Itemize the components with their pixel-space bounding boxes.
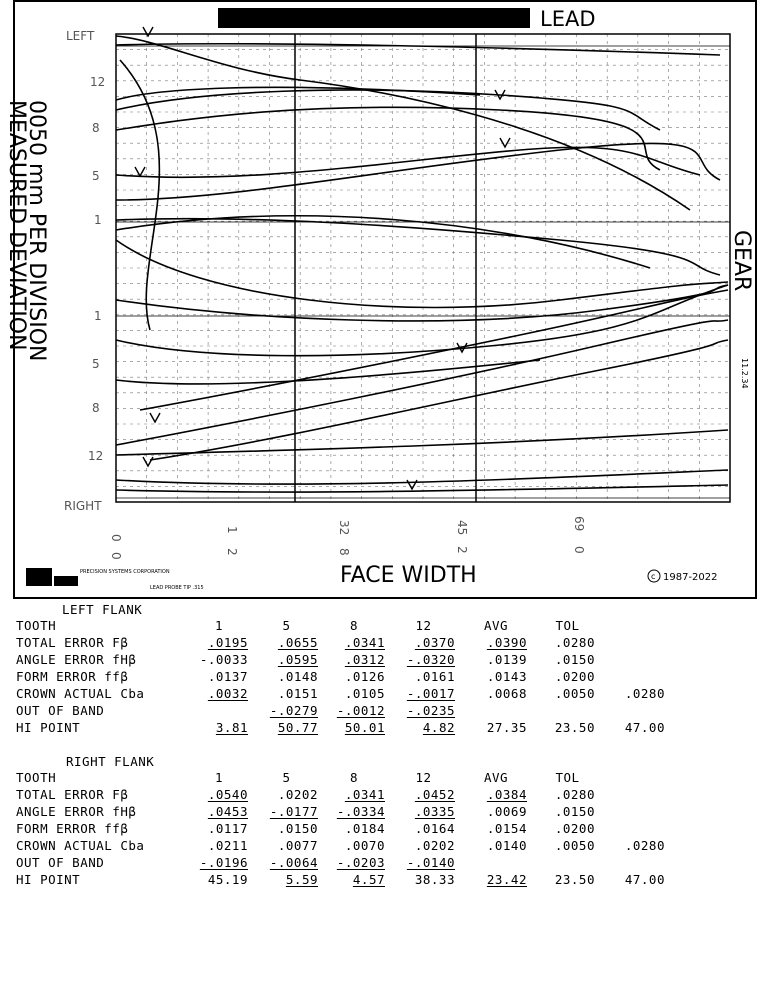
table-row: [0, 855, 780, 871]
header-cell: AVG: [483, 618, 509, 633]
header-cell: 5: [282, 618, 291, 633]
company-logo: [26, 568, 204, 591]
bottom-tick: 69: [572, 516, 586, 532]
left-tick: 8: [92, 121, 100, 135]
right-flank-header: [0, 770, 780, 786]
hi-point-marker: [407, 480, 417, 489]
bottom-tick: 0: [572, 546, 586, 554]
table-cell: -.0012: [336, 703, 385, 718]
trace-line: [150, 340, 728, 460]
hi-point-marker: [143, 457, 153, 466]
row-label: CROWN ACTUAL Cba: [16, 686, 145, 701]
table-cell: .0068: [486, 686, 527, 701]
trace-line: [116, 36, 690, 210]
row-label: HI POINT: [16, 872, 81, 887]
header-cell: 12: [415, 618, 432, 633]
table-cell: .0139: [486, 652, 527, 667]
table-cell: .0312: [344, 652, 385, 667]
left-flank-title: LEFT FLANK: [62, 602, 143, 617]
hi-point-marker: [500, 138, 510, 147]
right-small-label: 11.2.34: [740, 358, 749, 389]
table-cell: .0137: [207, 669, 248, 684]
trace-line: [116, 216, 650, 268]
trace-line: [116, 107, 660, 170]
right-flank-title: RIGHT FLANK: [66, 754, 155, 769]
table-row: [0, 652, 780, 668]
logo-text: PRECISION SYSTEMS CORPORATION: [80, 569, 170, 575]
table-cell: .0655: [277, 635, 318, 650]
table-cell: 23.50: [554, 872, 595, 887]
table-cell: .0151: [277, 686, 318, 701]
table-cell: .0341: [344, 787, 385, 802]
logo-block: [26, 568, 52, 586]
table-cell: .0200: [554, 669, 595, 684]
bottom-tick: 45: [455, 520, 469, 536]
table-cell: .0370: [414, 635, 455, 650]
table-cell: .0164: [414, 821, 455, 836]
header-cell: TOOTH: [16, 770, 57, 785]
row-label: FORM ERROR ffβ: [16, 821, 129, 836]
header-cell: TOL: [555, 770, 580, 785]
table-cell: .0540: [207, 787, 248, 802]
table-cell: .0211: [207, 838, 248, 853]
header-cell: TOL: [555, 618, 580, 633]
table-cell: .0280: [624, 686, 665, 701]
table-cell: .0453: [207, 804, 248, 819]
left-flank-header: [0, 618, 780, 634]
table-cell: .0140: [486, 838, 527, 853]
bottom-tick: 2: [225, 548, 239, 556]
bottom-tick: 0: [109, 534, 123, 542]
table-cell: 5.59: [285, 872, 318, 887]
table-cell: .0150: [277, 821, 318, 836]
table-cell: 23.42: [486, 872, 527, 887]
table-row: [0, 838, 780, 854]
header-cell: 8: [349, 770, 359, 785]
table-row: [0, 703, 780, 719]
trace-line: [116, 219, 720, 275]
copyright-c: c: [651, 572, 656, 581]
table-cell: .0161: [414, 669, 455, 684]
left-tick: 1: [94, 213, 102, 227]
table-cell: .0280: [624, 838, 665, 853]
table-row: [0, 872, 780, 888]
table-cell: 27.35: [486, 720, 527, 735]
y-axis-label-measured: MEASURED DEVIATION: [4, 100, 29, 351]
x-axis-label: FACE WIDTH: [340, 563, 477, 588]
table-cell: .0143: [486, 669, 527, 684]
row-label: OUT OF BAND: [16, 855, 105, 870]
left-tick: 8: [92, 401, 100, 415]
header-cell: 12: [415, 770, 432, 785]
table-cell: .0105: [344, 686, 385, 701]
table-cell: -.0140: [406, 855, 455, 870]
row-label: ANGLE ERROR fHβ: [16, 804, 137, 819]
header-cell: TOOTH: [16, 618, 57, 633]
trace-line: [120, 60, 159, 330]
table-cell: .0126: [344, 669, 385, 684]
table-cell: -.0196: [199, 855, 248, 870]
chart-title: LEAD: [540, 7, 596, 31]
row-label: TOTAL ERROR Fβ: [16, 635, 129, 650]
table-row: [0, 686, 780, 702]
trace-line: [116, 90, 660, 130]
table-cell: .0280: [554, 787, 595, 802]
table-row: [0, 821, 780, 837]
left-tick: RIGHT: [64, 499, 102, 513]
footer-mid-text: LEAD PROBE TIP .315: [150, 585, 204, 591]
bottom-tick: 1: [225, 526, 239, 534]
table-cell: 38.33: [414, 872, 455, 887]
redaction-bar: [218, 8, 530, 28]
table-cell: -.0017: [406, 686, 455, 701]
header-cell: 5: [282, 770, 291, 785]
row-label: HI POINT: [16, 720, 81, 735]
table-cell: .0202: [277, 787, 318, 802]
bottom-tick: 2: [455, 546, 469, 554]
table-cell: .0184: [344, 821, 385, 836]
left-tick: 5: [92, 357, 100, 371]
trace-line: [116, 485, 728, 492]
table-cell: -.0064: [269, 855, 318, 870]
left-tick: 1: [94, 309, 102, 323]
table-cell: -.0203: [336, 855, 385, 870]
grid: [116, 34, 730, 502]
y-axis-label-scale: 0050 mm PER DIVISION: [24, 100, 49, 362]
table-cell: -.0334: [336, 804, 385, 819]
left-tick-labels: [64, 29, 105, 513]
table-cell: .0032: [207, 686, 248, 701]
bottom-tick: 8: [337, 548, 351, 556]
table-cell: -.0235: [406, 703, 455, 718]
table-cell: .0390: [486, 635, 527, 650]
table-row: [0, 720, 780, 736]
table-cell: -.0320: [406, 652, 455, 667]
table-cell: .0595: [277, 652, 318, 667]
table-cell: 4.82: [422, 720, 455, 735]
table-row: [0, 787, 780, 803]
table-cell: .0050: [554, 686, 595, 701]
left-tick: 5: [92, 169, 100, 183]
table-cell: .0050: [554, 838, 595, 853]
table-cell: .0069: [486, 804, 527, 819]
table-cell: 3.81: [215, 720, 248, 735]
table-cell: .0077: [277, 838, 318, 853]
table-cell: .0202: [414, 838, 455, 853]
table-cell: .0195: [207, 635, 248, 650]
hi-point-marker: [150, 413, 160, 422]
table-cell: .0150: [554, 652, 595, 667]
table-row: [0, 669, 780, 685]
bottom-tick-labels: [109, 516, 586, 560]
header-cell: 1: [214, 618, 224, 633]
table-cell: .0280: [554, 635, 595, 650]
table-cell: .0154: [486, 821, 527, 836]
trace-line: [116, 87, 480, 100]
row-label: OUT OF BAND: [16, 703, 105, 718]
table-cell: -.0033: [199, 652, 248, 667]
table-cell: -.0177: [269, 804, 318, 819]
logo-block: [54, 576, 78, 586]
table-cell: 47.00: [624, 720, 665, 735]
table-cell: 45.19: [207, 872, 248, 887]
header-cell: 1: [214, 770, 224, 785]
header-cell: AVG: [483, 770, 509, 785]
row-label: ANGLE ERROR fHβ: [16, 652, 137, 667]
table-cell: .0200: [554, 821, 595, 836]
header-cell: 8: [349, 618, 359, 633]
table-cell: .0452: [414, 787, 455, 802]
table-cell: .0341: [344, 635, 385, 650]
table-cell: .0117: [207, 821, 248, 836]
table-cell: .0335: [414, 804, 455, 819]
hi-point-marker: [135, 167, 145, 176]
table-row: [0, 635, 780, 651]
bottom-tick: 0: [109, 552, 123, 560]
table-cell: .0150: [554, 804, 595, 819]
table-cell: 50.01: [344, 720, 385, 735]
row-label: CROWN ACTUAL Cba: [16, 838, 145, 853]
trace-line: [116, 147, 700, 177]
table-cell: 4.57: [352, 872, 385, 887]
row-label: FORM ERROR ffβ: [16, 669, 129, 684]
bottom-tick: 32: [337, 520, 351, 536]
table-cell: .0148: [277, 669, 318, 684]
table-row: [0, 804, 780, 820]
left-tick: 12: [88, 449, 104, 463]
left-tick: LEFT: [66, 29, 95, 43]
table-cell: 23.50: [554, 720, 595, 735]
table-cell: .0384: [486, 787, 527, 802]
table-cell: .0070: [344, 838, 385, 853]
table-cell: -.0279: [269, 703, 318, 718]
copyright-years: 1987-2022: [663, 572, 718, 583]
table-cell: 47.00: [624, 872, 665, 887]
row-label: TOTAL ERROR Fβ: [16, 787, 129, 802]
left-tick: 12: [90, 75, 106, 89]
table-cell: 50.77: [277, 720, 318, 735]
right-label-gear: GEAR: [729, 230, 754, 292]
